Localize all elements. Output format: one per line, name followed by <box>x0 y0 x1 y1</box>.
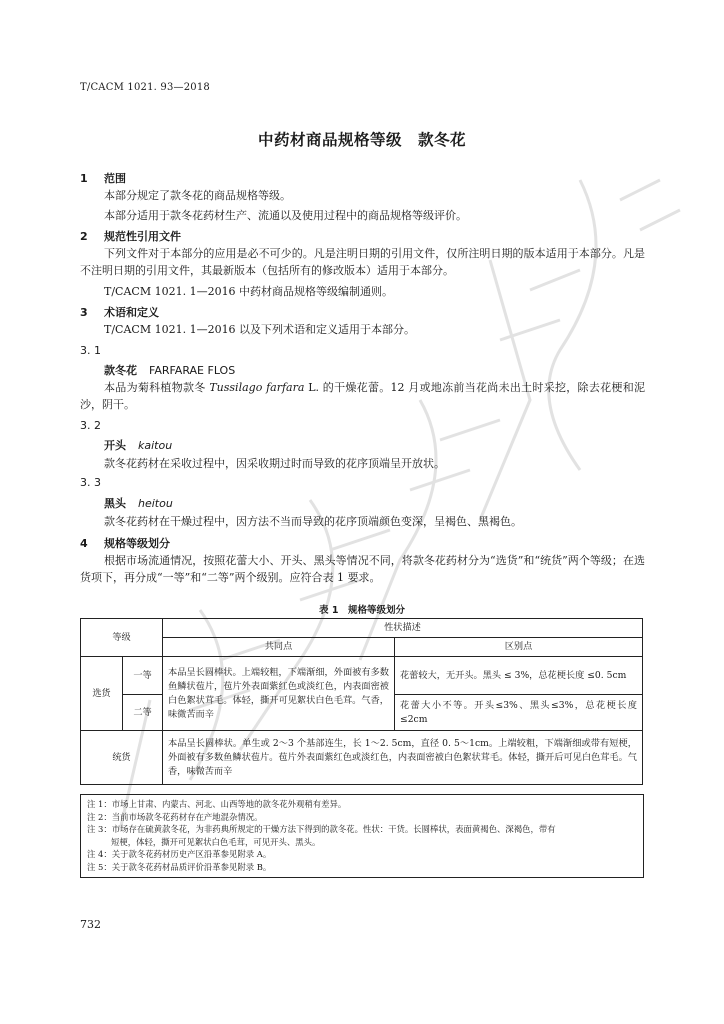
cell-diff-first: 花蕾较大，无开头。黑头 ≤ 3%，总花梗长度 ≤0. 5cm <box>395 657 643 695</box>
cell-bulk-desc: 本品呈长圆棒状。单生或 2～3 个基部连生，长 1～2. 5cm，直径 0. 5～1cm。上端较粗，下端渐细或带有短梗，外面被有多数鱼鳞状苞片。苞片外表面紫红色或淡红色，内表面密被白色絮状茸毛。体轻，撕开后可见白色茸毛。气香，味微苦而辛 <box>163 731 643 785</box>
grade-table <box>80 618 643 785</box>
term-3-1-number: 3. 1 <box>80 344 101 357</box>
cell-second-grade: 二等 <box>123 695 163 731</box>
header-diff: 区别点 <box>395 638 643 657</box>
cell-diff-second: 花蕾大小不等。开头≤3%、黑头≤3%，总花梗长度≤2cm <box>395 695 643 731</box>
term-3-3-title: 黑头 heitou <box>104 497 173 510</box>
table-caption: 表 1 规格等级划分 <box>319 605 405 616</box>
term-3-2-definition: 款冬花药材在采收过程中，因采收期过时而导致的花序顶端呈开放状。 <box>104 457 445 470</box>
header-common: 共同点 <box>163 638 395 657</box>
header-traits: 性状描述 <box>163 619 643 638</box>
table-row <box>81 657 643 695</box>
note-3-continued: 短梗，体轻，撕开可见絮状白色毛茸，可见开头、黑头。 <box>111 836 321 847</box>
note-5: 注 5：关于款冬花药材品质评价沿革参见附录 B。 <box>87 861 272 872</box>
term-3-1-definition: 本品为菊科植物款冬 Tussilago farfara L. 的干燥花蕾。12 月或地冻前当花尚未出土时采挖，除去花梗和泥沙，阴干。 <box>80 381 645 411</box>
table-row <box>81 731 643 785</box>
header-grade: 等级 <box>81 619 163 657</box>
note-3: 注 3：市场存在硫黄款冬花，为非药典所规定的干燥方法下得到的款冬花。性状：干货。长圆棒状，表面黄褐色、深褐色，带有 <box>87 824 556 835</box>
note-2: 注 2：当前市场款冬花药材存在产地混杂情况。 <box>87 811 263 822</box>
section-2-para-1: 下列文件对于本部分的应用是必不可少的。凡是注明日期的引用文件，仅所注明日期的版本适用于本部分。凡是不注明日期的引用文件，其最新版本（包括所有的修改版本）适用于本部分。 <box>80 247 645 277</box>
term-3-2-title: 开头 kaitou <box>104 439 173 452</box>
section-3-para-1: T/CACM 1021. 1—2016 以及下列术语和定义适用于本部分。 <box>104 323 416 336</box>
table-header-row-2 <box>81 638 643 657</box>
document-title: 中药材商品规格等级 款冬花 <box>257 131 466 149</box>
section-4-para-1: 根据市场流通情况，按照花蕾大小、开头、黑头等情况不同，将款冬花药材分为“选货”和“统货”两个等级；在选货项下，再分成“一等”和“二等”两个级别。应符合表 1 要求。 <box>80 554 645 584</box>
term-3-2-number: 3. 2 <box>80 419 101 432</box>
note-4: 注 4：关于款冬花药材历史产区沿革参见附录 A。 <box>87 849 272 860</box>
section-1-para-2: 本部分适用于款冬花药材生产、流通以及使用过程中的商品规格等级评价。 <box>104 209 467 222</box>
term-3-3-number: 3. 3 <box>80 476 101 489</box>
table-notes <box>80 794 644 878</box>
note-1: 注 1：市场上甘肃、内蒙古、河北、山西等地的款冬花外观稍有差异。 <box>87 799 347 809</box>
section-2-heading: 2 规范性引用文件 <box>80 230 181 243</box>
page-number: 732 <box>80 918 101 931</box>
cell-common-selected: 本品呈长圆棒状。上端较粗，下端渐细，外面被有多数鱼鳞状苞片，苞片外表面紫红色或淡红色，内表面密被白色絮状茸毛。体轻，撕开可见絮状白色毛茸。气香，味微苦而辛 <box>163 657 395 731</box>
section-2-para-2: T/CACM 1021. 1—2016 中药材商品规格等级编制通则。 <box>104 285 394 298</box>
cell-first-grade: 一等 <box>123 657 163 695</box>
table-header-row-1 <box>81 619 643 638</box>
section-3-heading: 3 术语和定义 <box>80 306 159 319</box>
section-4-heading: 4 规格等级划分 <box>80 537 170 550</box>
cell-selected: 选货 <box>81 657 123 731</box>
cell-bulk: 统货 <box>81 731 163 785</box>
term-3-3-definition: 款冬花药材在干燥过程中，因方法不当而导致的花序顶端颜色变深，呈褐色、黑褐色。 <box>104 515 522 528</box>
term-3-1-title: 款冬花 FARFARAE FLOS <box>104 364 236 377</box>
section-1-heading: 1 范围 <box>80 172 126 185</box>
section-1-para-1: 本部分规定了款冬花的商品规格等级。 <box>104 189 291 202</box>
standard-code: T/CACM 1021. 93—2018 <box>80 82 210 93</box>
